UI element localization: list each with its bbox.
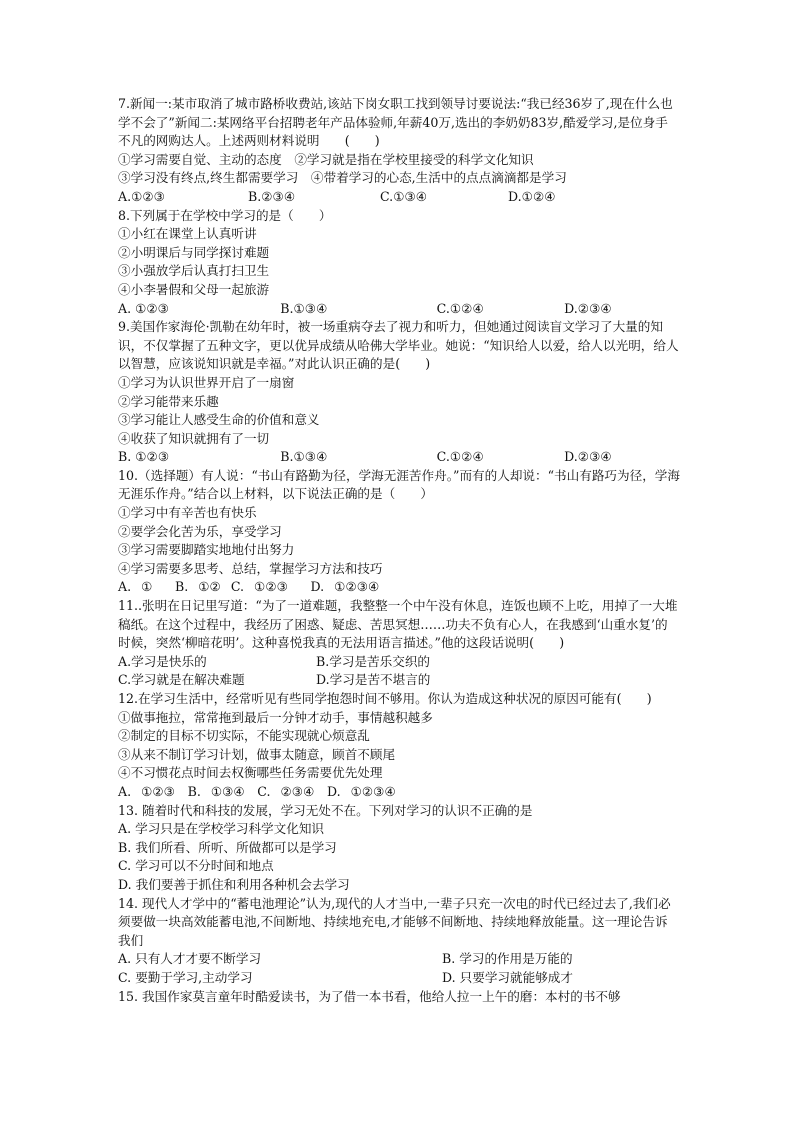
question-12-item: ①做事拖拉，常常拖到最后一分钟才动手，事情越积越多 [118,709,433,725]
question-10-item: ①学习中有辛苦也有快乐 [118,505,257,521]
question-10-item: ③学习需要脚踏实地地付出努力 [118,542,295,558]
option-b: B.①③④ [280,300,328,316]
question-14-options-row [118,950,680,969]
option-b: B.学习是苦乐交织的 [316,653,431,669]
option-c: C.①②④ [436,300,484,316]
question-10-stem: 10.（选择题）有人说：“书山有路勤为径，学海无涯苦作舟。”而有的人却说：“书山有路巧为径，学海无涯乐作舟。”结合以上材料，以下说法正确的是（ ） [118,467,680,502]
question-8-options [118,300,680,319]
option-a: A. ①②③ [118,300,169,316]
question-13-stem: 13. 随着时代和科技的发展，学习无处不在。下列对学习的认识不正确的是 [118,802,533,818]
question-15-stem: 15. 我国作家莫言童年时酷爱读书，为了借一本书看，他给人拉一上午的磨：本村的书不够 [118,988,621,1004]
option-a: A.①②③ [118,188,165,204]
question-9-options [118,448,680,467]
question-13-option: C. 学习可以不分时间和地点 [118,858,274,874]
question-13-option: B. 我们所看、所听、所做都可以是学习 [118,839,337,855]
question-8-item: ④小李暑假和父母一起旅游 [118,281,270,297]
option-c: C.学习就是在解决难题 [118,672,245,688]
question-8-item: ③小强放学后认真打扫卫生 [118,263,270,279]
option-c: C. 要勤于学习,主动学习 [118,969,253,985]
option-c: C.①③④ [380,188,428,204]
exam-page [118,95,680,1006]
question-11-stem: 11..张明在日记里写道：“为了一道难题，我整整一个中午没有休息，连饭也顾不上吃，用掉了一大堆稿纸。在这个过程中，我经历了困惑、疑虑、苦思冥想……功夫不负有心人，在我感到‘山重水复’的时候，突然‘柳暗花明’。这种喜悦我真的无法用语言描述。”他的这段话说明( ) [118,598,678,651]
question-9-item: ③学习能让人感受生命的价值和意义 [118,412,320,428]
option-b: B.②③④ [248,188,296,204]
question-9-item: ④收获了知识就拥有了一切 [118,430,270,446]
option-d: D.②③④ [564,300,612,316]
option-c: C.①②④ [436,449,484,465]
question-12-item: ④不习惯花点时间去权衡哪些任务需要优先处理 [118,765,383,781]
option-d: D.学习是苦不堪言的 [316,672,431,688]
option-b: B. 学习的作用是万能的 [442,951,573,967]
question-7-options [118,188,680,207]
question-7-stem: 7.新闻一:某市取消了城市路桥收费站,该站下岗女职工找到领导讨要说法:“我已经36岁了,现在什么也学不会了”新闻二:某网络平台招聘老年产品体验师,年薪40万,选出的李奶奶83岁,酷爱学习,是位身手不凡的网购达人。上述两则材料说明 ( ) [118,96,673,149]
question-7-item: ③学习没有终点,终生都需要学习 ④带着学习的心态,生活中的点点滴滴都是学习 [118,170,567,186]
question-8-stem: 8.下列属于在学校中学习的是（ ） [118,207,332,223]
option-a: A. 只有人才才要不断学习 [118,951,262,967]
question-14-options-row [118,969,680,988]
question-13-option: A. 学习只是在学校学习科学文化知识 [118,821,325,837]
option-d: D.①②④ [508,188,556,204]
option-a: A.学习是快乐的 [118,653,207,669]
question-11-options-row [118,671,680,690]
question-13-option: D. 我们要善于抓住和利用各种机会去学习 [118,876,350,892]
question-12-item: ②制定的目标不切实际，不能实现就心烦意乱 [118,728,370,744]
option-b: B.①③④ [280,449,328,465]
question-12-options: A. ①②③ B. ①③④ C. ②③④ D. ①②③④ [118,783,396,799]
option-a: B. ①②③ [118,449,170,465]
question-12-item: ③从来不制订学习计划，做事太随意，顾首不顾尾 [118,746,396,762]
question-11-options-row [118,653,680,672]
option-d: D.②③④ [564,449,612,465]
question-12-stem: 12.在学习生活中，经常听见有些同学抱怨时间不够用。你认为造成这种状况的原因可能有( ) [118,691,652,706]
question-10-item: ④学习需要多思考、总结，掌握学习方法和技巧 [118,560,383,576]
question-9-item: ①学习为认识世界开启了一扇窗 [118,374,295,390]
option-d: D. 只要学习就能够成才 [442,969,573,985]
question-9-item: ②学习能带来乐趣 [118,393,219,409]
question-9-stem: 9.美国作家海伦·凯勒在幼年时，被一场重病夺去了视力和听力，但她通过阅读盲文学习了大量的知识，不仅掌握了五种文字，更以优异成绩从哈佛大学毕业。她说：“知识给人以爱，给人以光明，给人以智慧，应该说知识就是幸福。”对此认识正确的是( ) [118,319,679,372]
question-8-item: ①小红在课堂上认真听讲 [118,226,257,242]
question-10-options: A. ① B. ①② C. ①②③ D. ①②③④ [118,579,380,595]
question-8-item: ②小明课后与同学探讨难题 [118,244,270,260]
question-7-item: ①学习需要自觉、主动的态度 ②学习就是指在学校里接受的科学文化知识 [118,151,534,167]
question-14-stem: 14. 现代人才学中的“蓄电池理论”认为,现代的人才当中,一辈子只充一次电的时代已经过去了,我们必须要做一块高效能蓄电池,不间断地、持续地充电,才能够不间断地、持续地释放能量。这一理论告诉我们 [118,895,671,948]
question-10-item: ②要学会化苦为乐，享受学习 [118,523,282,539]
